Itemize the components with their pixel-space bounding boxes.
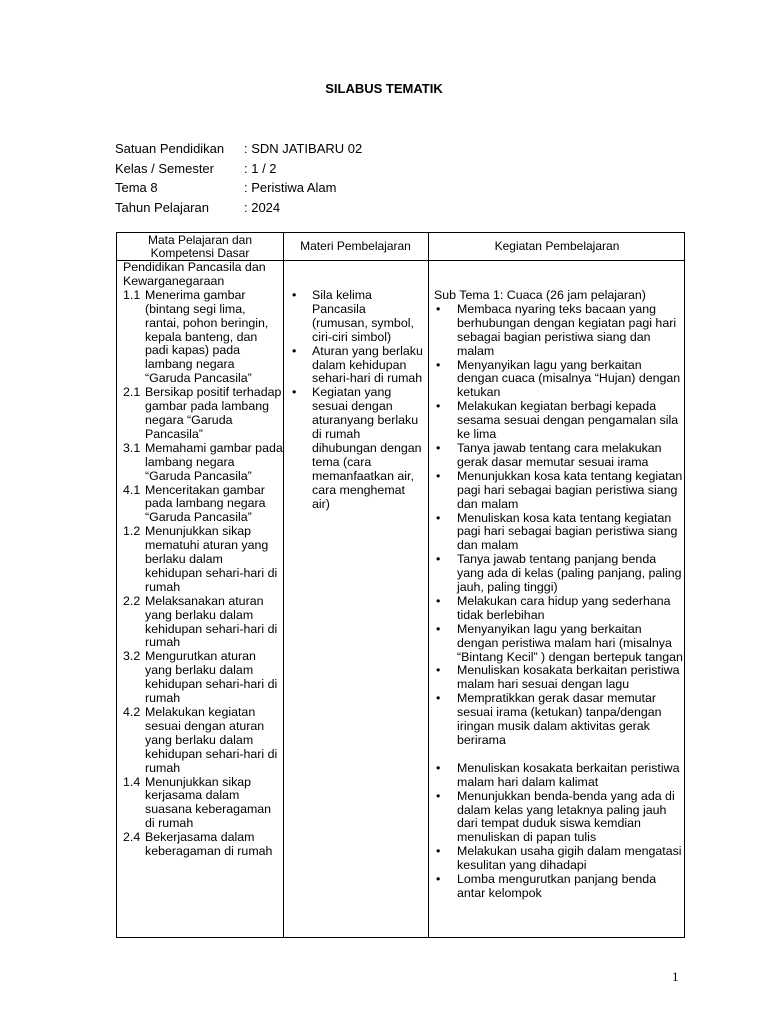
- meta-row-satuan: [115, 139, 362, 159]
- kd-number: 2.4: [123, 830, 141, 845]
- kegiatan-text: Menuliskan kosakata berkaitan peristiwa malam hari dalam kalimat: [457, 760, 680, 789]
- meta-label: Tema 8: [115, 180, 158, 195]
- kegiatan-text: Menuliskan kosakata berkaitan peristiwa malam hari sesuai dengan lagu: [457, 663, 680, 692]
- meta-label: Satuan Pendidikan: [115, 141, 225, 156]
- kompetensi-cell: [123, 261, 283, 859]
- header-kegiatan: Kegiatan Pembelajaran: [494, 239, 620, 253]
- kd-item: [123, 442, 283, 484]
- kd-number: 3.2: [123, 649, 141, 664]
- meta-label: Tahun Pelajaran: [115, 199, 209, 215]
- header-materi: Materi Pembelajaran: [300, 239, 411, 253]
- bullet-icon: •: [436, 872, 441, 887]
- document-meta: [115, 139, 362, 217]
- column-divider: [428, 233, 429, 937]
- subject-name: Pendidikan Pancasila dan Kewarganegaraan: [123, 260, 266, 288]
- kd-item: [123, 776, 283, 832]
- kegiatan-item: [434, 873, 684, 901]
- materi-item: [289, 289, 424, 345]
- kd-item: [123, 650, 283, 706]
- spacer: [434, 748, 684, 762]
- bullet-icon: •: [436, 663, 441, 678]
- kegiatan-text: Menyanyikan lagu yang berkaitan dengan cuaca (misalnya “Hujan) dengan ketukan: [457, 357, 681, 400]
- subtheme-heading: Sub Tema 1: Cuaca (26 jam pelajaran): [434, 288, 646, 302]
- kd-number: 2.1: [123, 385, 141, 400]
- kegiatan-item: [434, 553, 684, 595]
- bullet-icon: •: [436, 691, 441, 706]
- kd-item: [123, 595, 283, 651]
- bullet-icon: •: [436, 621, 441, 636]
- kegiatan-text: Menuliskan kosa kata tentang kegiatan pagi hari sebagai bagian peristiwa siang dan malam: [457, 510, 678, 553]
- kd-text: Menunjukkan sikap mematuhi aturan yang berlaku dalam kehidupan sehari-hari di rumah: [145, 524, 278, 594]
- document-title: SILABUS TEMATIK: [325, 81, 443, 96]
- bullet-icon: •: [292, 288, 297, 302]
- bullet-icon: •: [436, 844, 441, 859]
- kd-text: Mengurutkan aturan yang berlaku dalam kehidupan sehari-hari di rumah: [145, 649, 278, 706]
- kegiatan-cell: [434, 289, 684, 901]
- kegiatan-text: Membaca nyaring teks bacaan yang berhubungan dengan kegiatan pagi hari sebagai bagian peristiwa siang dan malam: [457, 301, 677, 358]
- kd-text: Menceritakan gambar pada lambang negara “Garuda Pancasila”: [145, 482, 266, 525]
- materi-item: [289, 386, 424, 511]
- kegiatan-list-2: [434, 762, 684, 901]
- kd-text: Melakukan kegiatan sesuai dengan aturan yang berlaku dalam kehidupan sehari-hari di rumah: [145, 705, 278, 775]
- bullet-icon: •: [292, 343, 297, 358]
- bullet-icon: •: [436, 760, 441, 775]
- materi-text: Sila kelima Pancasila (rumusan, symbol, ciri-ciri simbol): [312, 288, 414, 344]
- kd-item: [123, 706, 283, 776]
- bullet-icon: •: [436, 593, 441, 608]
- kegiatan-text: Menunjukkan benda-benda yang ada di dalam kelas yang letaknya paling jauh dari tempat duduk siswa kemdian menuliskan di papan tulis: [457, 788, 675, 845]
- meta-value: : Peristiwa Alam: [244, 180, 337, 195]
- bullet-icon: •: [292, 385, 297, 400]
- kegiatan-item: [434, 664, 684, 692]
- kd-text: Menerima gambar (bintang segi lima, rantai, pohon beringin, kepala banteng, dan padi kapas) pada lambang negara “Garuda Pancasila”: [145, 287, 269, 386]
- bullet-icon: •: [436, 552, 441, 567]
- kegiatan-item: [434, 442, 684, 470]
- kegiatan-item: [434, 845, 684, 873]
- kegiatan-list: [434, 303, 684, 748]
- bullet-icon: •: [436, 510, 441, 525]
- kd-number: 4.1: [123, 482, 141, 497]
- kd-text: Melaksanakan aturan yang berlaku dalam kehidupan sehari-hari di rumah: [145, 593, 278, 650]
- kegiatan-item: [434, 400, 684, 442]
- kegiatan-text: Lomba mengurutkan panjang benda antar kelompok: [457, 872, 657, 900]
- kegiatan-text: Melakukan kegiatan berbagi kepada sesama sesuai dengan pengamalan sila ke lima: [457, 399, 679, 442]
- meta-value: : 1 / 2: [244, 160, 277, 176]
- meta-row-tahun: [115, 198, 362, 218]
- bullet-icon: •: [436, 440, 441, 455]
- kd-number: 1.2: [123, 524, 141, 539]
- kd-text: Bekerjasama dalam keberagaman di rumah: [145, 830, 273, 859]
- page-number: 1: [672, 969, 679, 984]
- kegiatan-item: [434, 595, 684, 623]
- bullet-icon: •: [436, 399, 441, 414]
- kd-text: Menunjukkan sikap kerjasama dalam suasana keberagaman di rumah: [145, 774, 272, 831]
- kegiatan-item: [434, 512, 684, 554]
- column-divider: [283, 233, 284, 937]
- kd-text: Memahami gambar pada lambang negara “Garuda Pancasila”: [145, 440, 283, 483]
- kegiatan-text: Mempratikkan gerak dasar memutar sesuai irama (ketukan) tanpa/dengan iringan musik dalam aktivitas gerak berirama: [457, 691, 662, 747]
- bullet-icon: •: [436, 301, 441, 316]
- kd-number: 2.2: [123, 593, 141, 608]
- materi-item: [289, 345, 424, 387]
- kd-number: 4.2: [123, 705, 141, 719]
- kegiatan-item: [434, 790, 684, 846]
- kd-text: Bersikap positif terhadap gambar pada lambang negara “Garuda Pancasila”: [145, 385, 282, 441]
- kd-list: [123, 289, 283, 859]
- kd-item: [123, 484, 283, 526]
- bullet-icon: •: [436, 357, 441, 372]
- materi-list: [289, 289, 424, 512]
- kegiatan-item: [434, 359, 684, 401]
- header-kompetensi: Mata Pelajaran dan Kompetensi Dasar: [147, 232, 253, 260]
- syllabus-table: [116, 232, 685, 938]
- kegiatan-text: Tanya jawab tentang panjang benda yang ada di kelas (paling panjang, paling jauh, paling tinggi): [457, 552, 682, 595]
- bullet-icon: •: [436, 788, 441, 803]
- kegiatan-text: Tanya jawab tentang cara melakukan gerak dasar memutar sesuai irama: [457, 440, 662, 469]
- kegiatan-item: [434, 692, 684, 748]
- meta-value: : SDN JATIBARU 02: [244, 141, 363, 156]
- kegiatan-text: Melakukan cara hidup yang sederhana tidak berlebihan: [457, 593, 671, 622]
- kd-item: [123, 289, 283, 386]
- meta-value: : 2024: [244, 199, 281, 215]
- materi-text: Kegiatan yang sesuai dengan aturanyang berlaku di rumah dihubungan dengan tema (cara memanfaatkan air, cara menghemat air): [312, 385, 422, 511]
- kegiatan-text: Menunjukkan kosa kata tentang kegiatan pagi hari sebagai bagian peristiwa siang dan malam: [457, 468, 683, 511]
- bullet-icon: •: [436, 468, 441, 483]
- kd-item: [123, 525, 283, 595]
- kegiatan-item: [434, 762, 684, 790]
- kegiatan-text: Melakukan usaha gigih dalam mengatasi kesulitan yang dihadapi: [457, 844, 682, 873]
- kegiatan-item: [434, 623, 684, 665]
- kegiatan-item: [434, 470, 684, 512]
- kd-number: 1.1: [123, 287, 141, 302]
- kd-number: 3.1: [123, 440, 141, 455]
- kd-item: [123, 831, 283, 859]
- meta-row-kelas: [115, 159, 362, 179]
- materi-text: Aturan yang berlaku dalam kehidupan sehari-hari di rumah: [312, 343, 423, 386]
- kd-item: [123, 386, 283, 442]
- kd-number: 1.4: [123, 774, 141, 789]
- kegiatan-item: [434, 303, 684, 359]
- meta-row-tema: [115, 178, 362, 198]
- materi-cell: [289, 289, 424, 512]
- kegiatan-text: Menyanyikan lagu yang berkaitan dengan peristiwa malam hari (misalnya “Bintang Kecil” ) dengan bertepuk tangan: [457, 621, 683, 664]
- meta-label: Kelas / Semester: [115, 160, 214, 176]
